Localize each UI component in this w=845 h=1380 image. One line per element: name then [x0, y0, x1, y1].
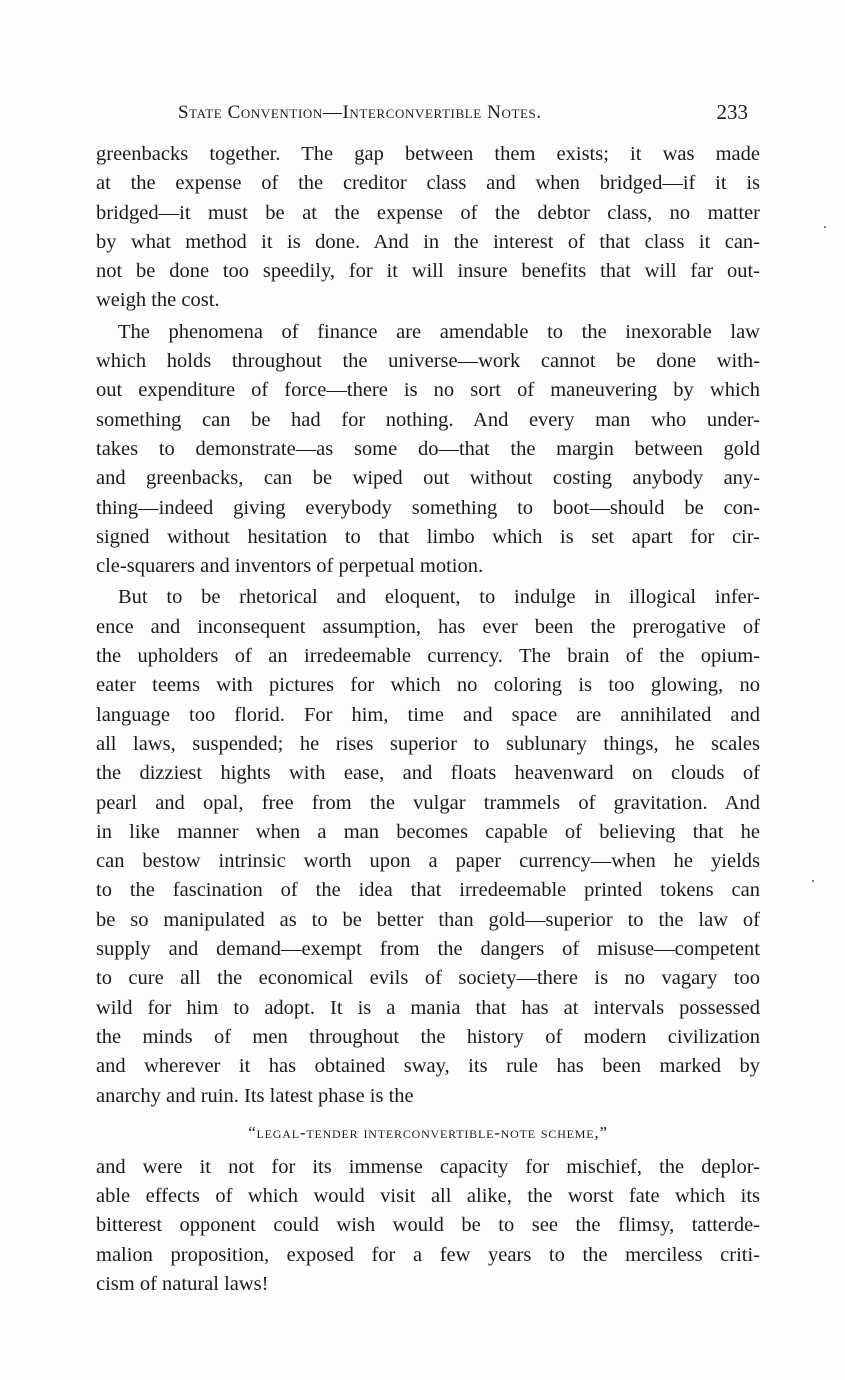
paragraph-2	[96, 318, 760, 582]
text-line: anarchy and ruin. Its latest phase is the	[96, 1084, 414, 1107]
text-line: in like manner when a man becomes capable of believing that he	[96, 820, 760, 843]
text-line: malion proposition, exposed for a few years to the merciless criti-	[96, 1243, 760, 1266]
text-line: The phenomena of finance are amendable to the inexorable law	[118, 320, 760, 343]
text-line: pearl and opal, free from the vulgar trammels of gravitation. And	[96, 791, 760, 814]
text-line: ence and inconsequent assumption, has ever been the prerogative of	[96, 615, 760, 638]
paper-speck	[812, 880, 814, 882]
text-line: wild for him to adopt. It is a mania that has at intervals possessed	[96, 996, 760, 1019]
body-text	[96, 140, 760, 1299]
text-line: language too florid. For him, time and space are annihilated and	[96, 703, 760, 726]
text-line: But to be rhetorical and eloquent, to indulge in illogical infer-	[118, 586, 760, 609]
text-line: greenbacks together. The gap between them exists; it was made	[96, 143, 760, 165]
text-line: and greenbacks, can be wiped out without costing anybody any-	[96, 467, 760, 490]
text-line: eater teems with pictures for which no coloring is too glowing, no	[96, 674, 760, 697]
paper-speck	[824, 226, 826, 228]
text-line: the minds of men throughout the history of modern civilization	[96, 1025, 760, 1048]
text-line: at the expense of the creditor class and when bridged—if it is	[96, 172, 760, 195]
text-line: can bestow intrinsic worth upon a paper currency—when he yields	[96, 850, 760, 873]
section-heading: “legal-tender interconvertible-note scheme,”	[248, 1122, 608, 1142]
text-line: to cure all the economical evils of society—there is no vagary too	[96, 967, 760, 990]
text-line: weigh the cost.	[96, 289, 220, 312]
text-line: not be done too speedily, for it will insure benefits that will far out-	[96, 260, 760, 283]
text-line: by what method it is done. And in the interest of that class it can-	[96, 230, 760, 253]
text-line: all laws, suspended; he rises superior to sublunary things, he scales	[96, 732, 760, 755]
page-number: 233	[716, 100, 748, 124]
closing-paragraph	[96, 1153, 760, 1299]
running-head	[100, 100, 760, 130]
text-line: and wherever it has obtained sway, its rule has been marked by	[96, 1055, 760, 1078]
text-line: bridged—it must be at the expense of the debtor class, no matter	[96, 201, 760, 224]
text-line: cle-squarers and inventors of perpetual motion.	[96, 555, 484, 578]
text-line: and were it not for its immense capacity for mischief, the deplor-	[96, 1155, 760, 1178]
text-line: the dizziest hights with ease, and floats heavenward on clouds of	[96, 762, 760, 785]
text-line: to the fascination of the idea that irredeemable printed tokens can	[96, 879, 760, 902]
text-line: signed without hesitation to that limbo which is set apart for cir-	[96, 525, 760, 548]
text-line: which holds throughout the universe—work cannot be done with-	[96, 350, 760, 373]
paragraph-1	[96, 140, 760, 316]
text-line: able effects of which would visit all alike, the worst fate which its	[96, 1185, 760, 1208]
text-line: be so manipulated as to be better than gold—superior to the law of	[96, 908, 760, 931]
text-line: out expenditure of force—there is no sort of maneuvering by which	[96, 379, 760, 402]
text-line: cism of natural laws!	[96, 1272, 269, 1295]
text-line: supply and demand—exempt from the dangers of misuse—competent	[96, 938, 760, 961]
text-line: thing—indeed giving everybody something to boot—should be con-	[96, 496, 760, 519]
text-line: something can be had for nothing. And every man who under-	[96, 408, 760, 431]
paragraph-3	[96, 583, 760, 1110]
text-line: takes to demonstrate—as some do—that the margin between gold	[96, 437, 760, 460]
running-title: State Convention—Interconvertible Notes.	[178, 102, 542, 123]
text-line: bitterest opponent could wish would be to see the flimsy, tatterde-	[96, 1214, 760, 1237]
text-line: the upholders of an irredeemable currency. The brain of the opium-	[96, 645, 760, 668]
